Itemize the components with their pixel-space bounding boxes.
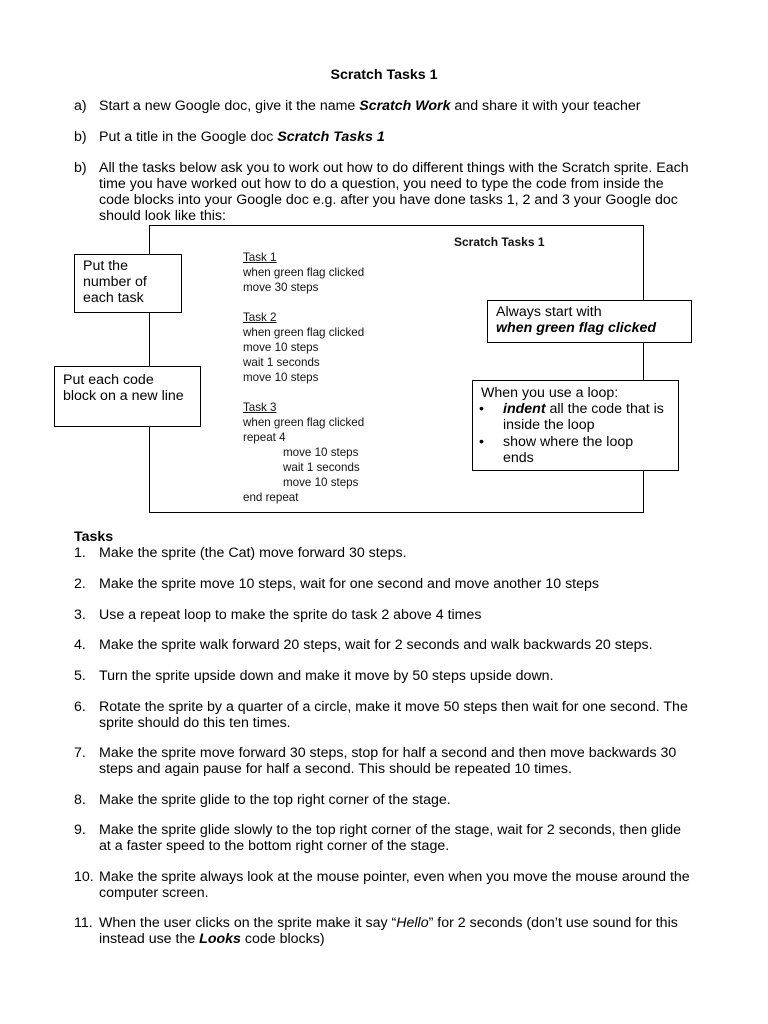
callout-number: [74, 254, 182, 313]
task-number: 9.: [74, 822, 86, 838]
task-number: 5.: [74, 668, 86, 684]
bullet-icon: •: [479, 434, 484, 450]
callout-start: [487, 300, 692, 343]
task-number: 11.: [74, 915, 93, 931]
intro-a-text: [99, 98, 699, 114]
callout-line: number of: [83, 274, 147, 290]
task-text: [99, 745, 699, 777]
example-task-heading: Task 2: [243, 311, 277, 324]
example-code-line: wait 1 seconds: [243, 356, 320, 369]
item-label-b: b): [74, 129, 87, 145]
callout-loop-text: ends: [503, 450, 534, 466]
page-title: Scratch Tasks 1: [330, 67, 438, 83]
task-text-line: Make the sprite move forward 30 steps, stop for half a second and then move backwards 30: [99, 745, 677, 761]
intro-a-emph: Scratch Work: [359, 98, 451, 114]
task-text-line: sprite should do this ten times.: [99, 715, 291, 731]
task-number: 8.: [74, 792, 86, 808]
example-task-heading: Task 3: [243, 401, 277, 414]
task-number: 4.: [74, 637, 86, 653]
callout-line: Always start with: [496, 304, 602, 320]
intro-b2-line: time you have worked out how to do a question, you need to type the code from inside the: [99, 176, 664, 192]
intro-a-after: and share it with your teacher: [450, 98, 641, 114]
example-code-line: when green flag clicked: [243, 416, 365, 429]
example-code-line-indented: move 10 steps: [283, 476, 359, 489]
example-code-line: when green flag clicked: [243, 266, 365, 279]
example-task-3: [243, 400, 364, 505]
example-code-line-indented: move 10 steps: [283, 446, 359, 459]
task-number: 2.: [74, 576, 86, 592]
task-text-line: computer screen.: [99, 885, 209, 901]
callout-loop-item: [479, 401, 670, 434]
example-task-2: [243, 310, 364, 385]
bullet-icon: •: [479, 401, 484, 417]
task-number: 3.: [74, 607, 86, 623]
task-text-line: steps and again pause for half a second. This should be repeated 10 times.: [99, 761, 572, 777]
example-code-line: move 10 steps: [243, 341, 319, 354]
callout-line: Put the: [83, 258, 128, 274]
task-text: Make the sprite glide to the top right corner of the stage.: [99, 792, 451, 808]
task11-looks: Looks: [199, 931, 241, 947]
task-number: 6.: [74, 699, 86, 715]
intro-b2-line: All the tasks below ask you to work out how to do different things with the Scratch sprite. Each: [99, 160, 689, 176]
example-task-heading: Task 1: [243, 251, 277, 264]
callout-newline: [54, 366, 201, 427]
example-title: Scratch Tasks 1: [454, 235, 545, 249]
tasks-heading: Tasks: [74, 529, 114, 545]
callout-loop: [472, 380, 679, 471]
task-text-line: Make the sprite glide slowly to the top right corner of the stage, wait for 2 seconds, then glide: [99, 822, 682, 838]
example-code-line: end repeat: [243, 491, 299, 504]
intro-b2-text: [99, 160, 719, 224]
callout-line: each task: [83, 290, 144, 306]
task11-hello: Hello: [396, 915, 429, 931]
intro-a-before: Start a new Google doc, give it the name: [99, 98, 360, 114]
task-text-line: at a faster speed to the bottom right corner of the stage.: [99, 838, 450, 854]
task-text: [99, 869, 699, 901]
intro-b-text: [99, 129, 699, 145]
task-text: [99, 915, 699, 947]
item-label-a: a): [74, 98, 87, 114]
task-text-line: Rotate the sprite by a quarter of a circle, make it move 50 steps then wait for one second. The: [99, 699, 688, 715]
callout-loop-text: show where the loop: [503, 434, 634, 450]
task11-part: code blocks): [240, 931, 325, 947]
example-code-line-indented: wait 1 seconds: [283, 461, 360, 474]
task-text: Make the sprite move 10 steps, wait for one second and move another 10 steps: [99, 576, 599, 592]
example-code-line: move 10 steps: [243, 371, 319, 384]
task11-part: When the user clicks on the sprite make it say “: [99, 915, 397, 931]
task-text: [99, 699, 699, 731]
intro-b-before: Put a title in the Google doc: [99, 129, 278, 145]
callout-loop-text: all the code that is: [545, 401, 664, 417]
example-task-1: [243, 250, 364, 295]
task-text: Make the sprite (the Cat) move forward 30 steps.: [99, 545, 407, 561]
task-text-line: Make the sprite always look at the mouse pointer, even when you move the mouse around the: [99, 869, 690, 885]
callout-loop-heading: When you use a loop:: [481, 385, 619, 401]
task-text-line: [99, 915, 699, 931]
callout-loop-item: [479, 434, 670, 467]
example-code-line: repeat 4: [243, 431, 286, 444]
callout-line-emph: when green flag clicked: [496, 320, 657, 336]
item-label-b2: b): [74, 160, 87, 176]
callout-loop-text: inside the loop: [503, 417, 595, 433]
intro-b2-line: should look like this:: [99, 208, 226, 224]
task-number: 7.: [74, 745, 86, 761]
callout-line: Put each code: [63, 372, 154, 388]
callout-loop-list: [481, 401, 670, 467]
intro-b2-line: code blocks into your Google doc e.g. after you have done tasks 1, 2 and 3 your Google doc: [99, 192, 678, 208]
task-text-line: [99, 931, 699, 947]
task-text: [99, 822, 699, 854]
example-code-line: when green flag clicked: [243, 326, 365, 339]
task11-part: instead use the: [99, 931, 200, 947]
example-code-line: move 30 steps: [243, 281, 319, 294]
task-text: Turn the sprite upside down and make it move by 50 steps upside down.: [99, 668, 554, 684]
task-number: 1.: [74, 545, 86, 561]
task-number: 10.: [74, 869, 94, 885]
task-text: Make the sprite walk forward 20 steps, wait for 2 seconds and walk backwards 20 steps.: [99, 637, 653, 653]
task-text: Use a repeat loop to make the sprite do task 2 above 4 times: [99, 607, 482, 623]
task11-part: ” for 2 seconds (don’t use sound for this: [428, 915, 678, 931]
callout-loop-emph: indent: [503, 401, 546, 417]
callout-line: block on a new line: [63, 388, 184, 404]
intro-b-emph: Scratch Tasks 1: [277, 129, 385, 145]
